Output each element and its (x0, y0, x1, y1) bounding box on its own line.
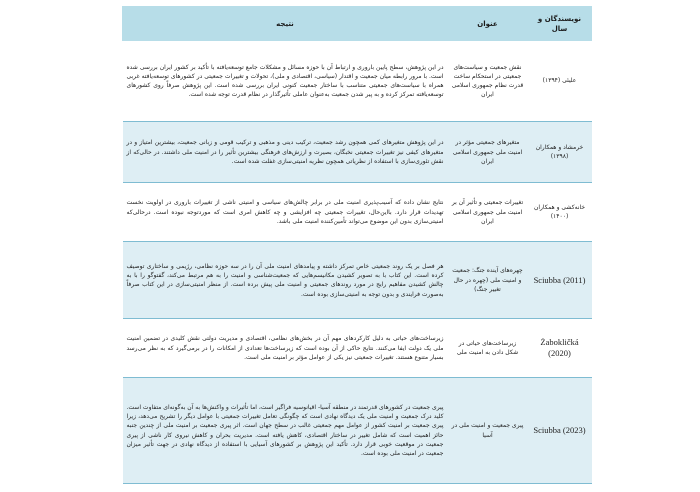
table-row (123, 41, 592, 122)
row-author (528, 242, 592, 319)
row-title: زیرساخت‌های حیاتی در شکل دادن به امنیت ملی (448, 319, 528, 378)
row-result: پیری جمعیت در کشورهای قدرتمند در منطقه آسیا- اقیانوسیه فراگیر است، اما تأثیرات و واکنش‌ها به آن به‌گونه‌ای متفاوت است. کلید درک جمعیت و امنیت ملی یک دیدگاه نهادی است که چگونگی تعامل تغییرات جمعیتی با عوامل دیگر را تشریح می‌دهد، زیرا پیری جمعیت بر امنیت کشور از عوامل مهم جمعیتی غالب در سطح جهان است. اثر پیری جمعیت بر امنیت ملی از چندین جنبه حائز اهمیت است که شامل تغییر در ساختار اقتصادی، کاهش یافته است. مدیریت بحران و کاهش نیروی کار ناشی از پیری جمعیت در موقعیت خوبی قرار دارد. تأکید این پژوهش بر کشورهای آسیایی با استفاده از دیدگاه نهادی در جهت تأثیر میزان جمعیت در امنیت ملی بوده است. (123, 378, 448, 484)
header-title: عنوان (448, 7, 528, 41)
row-title: متغیرهای جمعیتی مؤثر در امنیت ملی جمهوری اسلامی ایران (448, 122, 528, 183)
row-author: خانه‌کشی و همکاران (۱۴۰۰) (528, 183, 592, 242)
row-result: در این پژوهش متغیرهای کمی همچون رشد جمعیت، ترکیب دینی و مذهبی و ترکیب قومی و زبانی جمعیت، بیشترین امتیاز و در متغیرهای کیفی نیز تغییرات جمعیتی نخبگان، بصیرت و ارزش‌های فرهنگی بیشترین تأثیر را در امنیت ملی داشتند. در حالی‌که از نقش تئوری‌سازی با استفاده از نظریاتی همچون نظریه امنیتی‌سازی غفلت شده است. (123, 122, 448, 183)
row-title: نقش جمعیت و سیاست‌های جمعیتی در استحکام ساخت قدرت نظام جمهوری اسلامی ایران (448, 41, 528, 122)
row-author: علیئی (۱۳۹۴) (528, 41, 592, 122)
table-header-row (123, 7, 592, 41)
table-row (123, 242, 592, 319)
row-title: چهره‌های آینده جنگ: جمعیت و امنیت ملی (چهره در حال تغییر جنگ) (448, 242, 528, 319)
literature-review-table (122, 6, 592, 484)
row-title: پیری جمعیت و امنیت ملی در آسیا (448, 378, 528, 484)
header-result: نتیجه (123, 7, 448, 41)
row-author-text: Żabokličká (2020) (540, 337, 579, 359)
row-author: خرمشاد و همکاران (۱۳۹۸) (528, 122, 592, 183)
row-result: در این پژوهش، سطح پایین باروری و ارتباط آن با حوزه مسائل و مشکلات جامع توسعه‌یافته با تأکید بر کشور ایران بررسی شده است. با مرور رابطه میان جمعیت و اقتدار (سیاسی، اقتصادی و ملی)، تحولات و تغییرات جمعیتی در کشورهای توسعه‌یافته غربی همراه با سیاست‌های جمعیتی متناسب با ساختار جمعیت کنونی ایران بررسی شده است. این پژوهش صرفاً روی کشورهای توسعه‌یافته تمرکز کرده و به پیر شدن جمعیت به‌عنوان عاملی تأثیرگذار در نظام قدرت توجه شده است. (123, 41, 448, 122)
row-result: هر فصل بر یک روند جمعیتی خاص تمرکز داشته و پیامدهای امنیت ملی آن را در سه حوزه نظامی، رژیمی و ساختاری توصیف کرده است. این کتاب با به تصویر کشیدن مکانیسم‌هایی که جمعیت‌شناسی و امنیت را به هم مرتبط می‌کند، گفتوگو را با به چالش کشیدن مفاهیم رایج در مورد روندهای جمعیتی و امنیت ملی پیش برده است. از منظر امنیتی‌سازی در این کتاب صرفاً به‌صورت فرایندی و بدون توجه به امنیتی‌سازی بوده است. (123, 242, 448, 319)
table-row (123, 378, 592, 484)
table-row (123, 319, 592, 378)
table-row (123, 183, 592, 242)
row-author (528, 319, 592, 378)
row-result: نتایج نشان داده که آسیب‌پذیری امنیت ملی در برابر چالش‌های سیاسی و امنیتی ناشی از تغییرات باروری در اولویت نخست تهدیدات قرار دارد. بااین‌حال، تغییرات جمعیتی چه افزایشی و چه کاهش امری است که موردتوجه نبوده است. درحالی‌که امنیتی‌سازی بدون این موضوع می‌تواند تأمین‌کننده امنیت ملی باشد. (123, 183, 448, 242)
row-author-text: Sciubba (2011) (533, 274, 586, 285)
row-author (528, 378, 592, 484)
table-row (123, 122, 592, 183)
header-authors: نویسندگان و سال (528, 7, 592, 41)
row-author-text: Sciubba (2023) (533, 425, 586, 435)
row-result: زیرساخت‌های حیاتی به دلیل کارکردهای مهم آن در بخش‌های نظامی، اقتصادی و مدیریت دولتی نقش کلیدی در تضمین امنیت ملی یک دولت ایفا می‌کنند. نتایج حاکی از آن بوده است که زیرساخت‌ها تعدادی از امکانات را در برمی‌گیرد که به نظر می‌رسد بسیار متنوع هستند. تغییرات جمعیتی نیز یکی از عوامل مؤثر بر امنیت ملی است. (123, 319, 448, 378)
row-title: تغییرات جمعیتی و تأثیر آن بر امنیت ملی جمهوری اسلامی ایران (448, 183, 528, 242)
